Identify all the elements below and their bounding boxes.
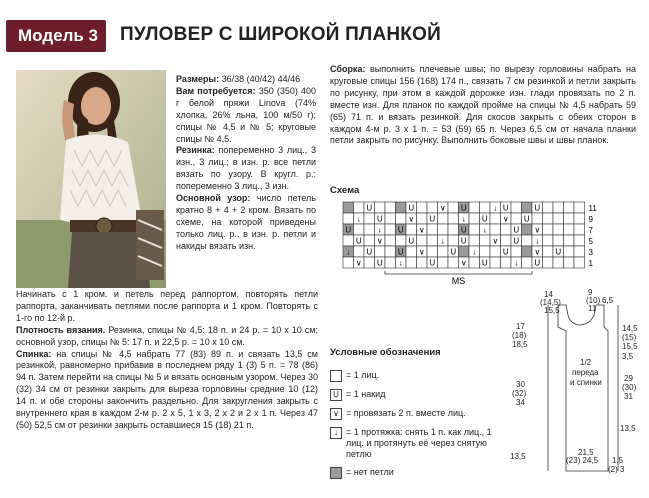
chart-cell	[417, 257, 428, 268]
dim-left-1: 17	[516, 322, 525, 331]
chart-symbol: U	[523, 214, 530, 224]
chart-cell	[532, 213, 543, 224]
chart-symbol: ∨	[502, 214, 509, 224]
dim-top-2: (14,5)	[540, 298, 561, 307]
chart-cell	[543, 257, 554, 268]
slip-pass-icon: ↓	[330, 427, 342, 439]
header	[6, 20, 643, 52]
dim-left-5: (32)	[512, 389, 527, 398]
chart-cell	[511, 213, 522, 224]
chart-cell	[553, 202, 564, 213]
dim-bottom-2: (23) 24,5	[566, 456, 599, 465]
ms-bracket	[385, 271, 532, 274]
legend-item	[330, 408, 510, 420]
dim-left-7: 13,5	[510, 452, 526, 461]
dim-right-4: 3,5	[622, 352, 634, 361]
materials-value: 350 (350) 400 г белой пряжи Linova (74% хлопка, 26% льна, 100 м/50 г); спицы № 4,5 и № 5; круговые спицы № 4,5.	[176, 85, 317, 144]
chart-cell	[448, 202, 459, 213]
chart-cell	[354, 202, 365, 213]
center-label-1: 1/2	[580, 358, 592, 367]
chart-row-number: 7	[588, 226, 593, 235]
chart-symbol: ∨	[439, 203, 446, 213]
chart-row-number: 11	[588, 204, 597, 213]
chart-cell	[385, 202, 396, 213]
chart-symbol: U	[450, 247, 457, 257]
chart-cell	[385, 224, 396, 235]
chart-cell	[385, 257, 396, 268]
chart-cell	[385, 213, 396, 224]
dim-top-6: 11	[588, 304, 597, 313]
chart-cell	[490, 224, 501, 235]
intro-text	[176, 74, 316, 253]
chart-cell	[522, 202, 533, 213]
chart-symbol: U	[502, 247, 509, 257]
chart-symbol: U	[397, 247, 404, 257]
chart-cell	[406, 224, 417, 235]
legend-item	[330, 370, 510, 382]
chart-cell	[501, 235, 512, 246]
chart-symbol: U	[429, 258, 436, 268]
chart-cell	[343, 235, 354, 246]
chart-cell	[469, 235, 480, 246]
chart-cell	[417, 235, 428, 246]
chart-cell	[490, 213, 501, 224]
dim-right-6: (30)	[622, 383, 637, 392]
chart-cell	[364, 257, 375, 268]
chart-symbol: U	[460, 203, 467, 213]
chart-cell	[522, 246, 533, 257]
legend-text: = 1 лиц.	[346, 370, 380, 380]
no-stitch-icon	[330, 467, 342, 479]
dim-left-3: 18,5	[512, 340, 528, 349]
chart-cell	[564, 202, 575, 213]
dim-top-7: 6,5	[602, 296, 614, 305]
k2tog-purl-icon: ∨	[330, 408, 342, 420]
chart-cell	[364, 235, 375, 246]
chart-cell	[438, 224, 449, 235]
chart-symbol: ↓	[535, 236, 540, 246]
chart-cell	[501, 224, 512, 235]
legend-item	[330, 389, 510, 401]
chart-symbol: ∨	[492, 236, 499, 246]
chart-cell	[417, 202, 428, 213]
chart-cell	[396, 202, 407, 213]
chart-symbol: ↓	[346, 247, 351, 257]
chart-cell	[459, 246, 470, 257]
assembly-label: Сборка:	[330, 64, 366, 74]
chart-symbol: U	[460, 236, 467, 246]
chart-cell	[354, 224, 365, 235]
chart-cell	[364, 224, 375, 235]
chart-cell	[448, 224, 459, 235]
chart-cell	[543, 213, 554, 224]
chart-cell	[564, 213, 575, 224]
knit-icon	[330, 370, 342, 382]
chart-cell	[469, 202, 480, 213]
sizes-label: Размеры:	[176, 74, 220, 84]
chart-symbol: U	[502, 203, 509, 213]
chart-symbol: U	[397, 225, 404, 235]
chart-cell	[427, 202, 438, 213]
chart-cell	[438, 246, 449, 257]
chart-row-number: 5	[588, 237, 593, 246]
dim-right-1: 14,5	[622, 324, 638, 333]
back-label: Спинка:	[16, 348, 52, 359]
garment-schematic	[508, 283, 644, 493]
chart-row-number: 9	[588, 215, 593, 224]
dim-right-3: 15,5	[622, 342, 638, 351]
chart-symbol: ∨	[418, 225, 425, 235]
chart-cell	[343, 202, 354, 213]
legend-text: = нет петли	[346, 467, 394, 477]
chart-symbol: ↓	[356, 214, 361, 224]
dim-left-4: 30	[516, 380, 525, 389]
stitch-chart	[325, 196, 597, 286]
chart-cell	[553, 224, 564, 235]
chart-symbol: ↓	[377, 225, 382, 235]
chart-symbol: U	[460, 225, 467, 235]
chart-cell	[511, 246, 522, 257]
chart-cell	[469, 257, 480, 268]
main-pattern-label: Основной узор:	[176, 193, 251, 204]
legend-item	[330, 427, 510, 460]
legend-title: Условные обозначения	[330, 347, 441, 358]
chart-cell	[385, 246, 396, 257]
chart-cell	[574, 202, 585, 213]
schematic-outline	[558, 305, 608, 471]
chart-symbol: ∨	[408, 214, 415, 224]
assembly-value: выполнить плечевые швы; по вырезу горловины набрать на круговые спицы 156 (168) 174 п., связать 7 см резинкой и петли закрыть по рисунку, при этом в каждой дорожке изн. глади провязать по 2 п. вместе изн. Для планок по каждой пройме на спицы № 4,5 набрать 59 (65) 71 п. и вязать резинкой. Для скосов закрыть с обеих сторон в каждом 4-м р. 3 х 1 п. = 53 (59) 65 п. Через 6,5 см от начала планки петли закрыть по рисунку. Выполнить боковые швы и швы планок.	[330, 64, 636, 146]
chart-symbol: ↓	[493, 203, 498, 213]
dim-left-2: (18)	[512, 331, 527, 340]
chart-cell	[501, 257, 512, 268]
chart-symbol: ∨	[418, 247, 425, 257]
chart-cell	[375, 246, 386, 257]
chart-cell	[448, 257, 459, 268]
chart-symbol: U	[429, 214, 436, 224]
chart-cell	[564, 224, 575, 235]
legend	[330, 370, 510, 486]
chart-cell	[553, 235, 564, 246]
page-title: ПУЛОВЕР С ШИРОКОЙ ПЛАНКОЙ	[120, 24, 441, 45]
chart-cell	[448, 235, 459, 246]
chart-symbol: U	[481, 258, 488, 268]
dim-bottom-1: 21,5	[578, 448, 594, 457]
chart-cell	[511, 202, 522, 213]
chart-symbol: U	[345, 225, 352, 235]
chart-cell	[385, 235, 396, 246]
chart-symbol: U	[513, 225, 520, 235]
chart-cell	[364, 213, 375, 224]
chart-row-number: 1	[588, 259, 593, 268]
dim-left-6: 34	[516, 398, 525, 407]
chart-cell	[522, 257, 533, 268]
chart-symbol: ↓	[461, 214, 466, 224]
chart-cell	[438, 257, 449, 268]
chart-symbol: U	[376, 214, 383, 224]
dim-right-2: (15)	[622, 333, 637, 342]
chart-symbol: ∨	[534, 225, 541, 235]
dim-top-1: 14	[544, 290, 553, 299]
chart-cell	[553, 213, 564, 224]
back-value: на спицы № 4,5 набрать 77 (83) 89 п. и связать 13,5 см резинкой, равномерно прибавив в последнем ряду 1 (3) 5 п. = 78 (86) 94 п. Затем перейти на спицы № 5 и вязать основным узором. Через 30 (32) 34 см от резинки закрыть для выреза горловины средние 10 (12) 14 п. и обе стороны закончить раздельно. Для закругления закрыть с внутреннего края в каждом 2-м р. 2 х 5, 1 х 3, 2 х 2 и 2 х 1 п. Через 47 (50) 52,5 см от резинки закрыть оставшиеся 15 (18) 21 п.	[16, 348, 318, 430]
chart-cell	[469, 224, 480, 235]
chart-symbol: U	[408, 236, 415, 246]
chart-symbol: U	[481, 214, 488, 224]
chart-cell	[543, 246, 554, 257]
chart-cell	[574, 257, 585, 268]
chart-cell	[543, 202, 554, 213]
chart-cell	[564, 235, 575, 246]
chart-cell	[469, 213, 480, 224]
chart-cell	[490, 246, 501, 257]
chart-cell	[522, 235, 533, 246]
chart-cell	[427, 246, 438, 257]
density-label: Плотность вязания.	[16, 324, 106, 335]
chart-cell	[448, 213, 459, 224]
rib-label: Резинка:	[176, 145, 215, 156]
materials-label: Вам потребуется:	[176, 85, 256, 96]
chart-cell	[522, 224, 533, 235]
chart-cell	[574, 213, 585, 224]
main-pattern-continuation: Начинать с 1 кром. и петель перед раппортом, повторять петли раппорта, заканчивать петлями после раппорта и 1 кром. Повторять с 1-го по 12-й р.	[16, 289, 318, 323]
ms-label: MS	[451, 276, 466, 286]
chart-row-number: 3	[588, 248, 593, 257]
chart-cell	[343, 213, 354, 224]
legend-text: = 1 протяжка: снять 1 п. как лиц., 1 лиц. и протянуть её через снятую петлю	[346, 427, 492, 459]
yarn-over-icon: U	[330, 389, 342, 401]
sizes-value: 36/38 (40/42) 44/46	[221, 74, 301, 84]
instructions-text	[16, 289, 318, 432]
model-badge: Модель 3	[6, 20, 106, 52]
dim-right-7: 31	[624, 392, 633, 401]
dim-bottom-3: 1,5	[612, 456, 624, 465]
chart-symbol: U	[376, 258, 383, 268]
main-pattern-value: число петель кратно 8 + 4 + 2 кром. Вязать по схеме, на которой приведены только лиц. р., в изн. р. петли и накиды вязать изн.	[176, 193, 316, 251]
chart-cell	[564, 257, 575, 268]
chart-symbol: ∨	[376, 236, 383, 246]
chart-cell	[417, 213, 428, 224]
chart-cell	[480, 202, 491, 213]
chart-symbol: U	[408, 203, 415, 213]
center-label-2: переда	[572, 368, 599, 377]
model-photo	[16, 70, 166, 288]
chart-cell	[574, 246, 585, 257]
center-label-3: и спинки	[570, 378, 602, 387]
dim-bottom-4: (2) 3	[608, 465, 625, 474]
chart-cell	[438, 213, 449, 224]
chart-cell	[343, 257, 354, 268]
chart-cell	[574, 235, 585, 246]
chart-cell	[543, 224, 554, 235]
chart-cell	[406, 257, 417, 268]
dim-top-3: 15,5	[544, 306, 560, 315]
legend-text: = провязать 2 п. вместе лиц.	[346, 408, 466, 418]
chart-cell	[480, 235, 491, 246]
chart-cell	[427, 224, 438, 235]
chart-symbol: U	[355, 236, 362, 246]
chart-cell	[574, 224, 585, 235]
chart-symbol: U	[534, 258, 541, 268]
chart-symbol: ∨	[460, 258, 467, 268]
chart-symbol: U	[534, 203, 541, 213]
chart-symbol: ∨	[534, 247, 541, 257]
dim-right-5: 29	[624, 374, 633, 383]
chart-cell	[406, 246, 417, 257]
chart-symbol: ↓	[482, 225, 487, 235]
chart-symbol: ↓	[398, 258, 403, 268]
chart-symbol: ∨	[355, 258, 362, 268]
chart-cell	[427, 235, 438, 246]
dim-top-4: 9	[588, 288, 593, 297]
chart-symbol: U	[366, 203, 373, 213]
chart-cell	[490, 257, 501, 268]
schema-title: Схема	[330, 185, 360, 196]
legend-text: = 1 накид	[346, 389, 386, 399]
rib-value: попеременно 3 лиц., 3 изн., 3 лиц.; в изн. р. все петли вязать по узору. В кругл. р.: попеременно 3 лиц., 3 изн.	[176, 145, 316, 192]
chart-cell	[564, 246, 575, 257]
chart-cell	[396, 235, 407, 246]
chart-symbol: ↓	[440, 236, 445, 246]
density-value: Резинка, спицы № 4,5: 18 п. и 24 р. = 10 х 10 см; основной узор, спицы № 5: 17 п. и 22,5 р. = 10 х 10 см.	[16, 324, 318, 347]
chart-symbol: U	[555, 247, 562, 257]
dim-right-8: 13,5	[620, 424, 636, 433]
dim-top-5: (10)	[586, 296, 601, 305]
chart-symbol: ↓	[472, 247, 477, 257]
chart-cell	[480, 246, 491, 257]
chart-cell	[375, 202, 386, 213]
assembly-text	[330, 64, 636, 147]
chart-cell	[354, 246, 365, 257]
chart-cell	[553, 257, 564, 268]
chart-symbol: U	[366, 247, 373, 257]
chart-symbol: ↓	[514, 258, 519, 268]
chart-symbol: U	[513, 236, 520, 246]
chart-cell	[396, 213, 407, 224]
legend-item	[330, 467, 510, 479]
chart-cell	[543, 235, 554, 246]
